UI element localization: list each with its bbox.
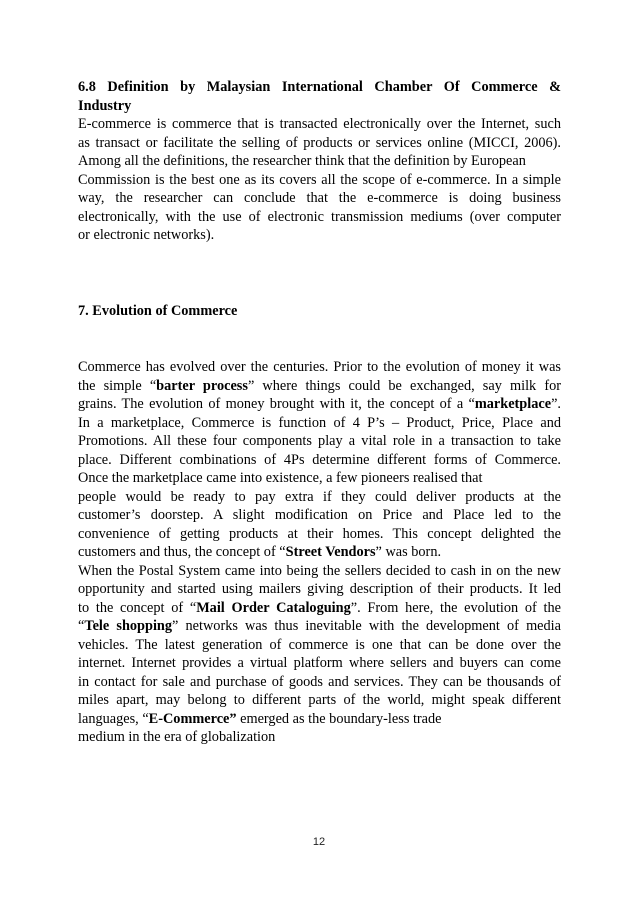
section-6-8-line: as transact or facilitate the selling of products or services online (MICCI, 2006). bbox=[78, 134, 561, 151]
section-6-8-line: Commission is the best one as its covers all the scope of e-commerce. In a simple bbox=[78, 171, 561, 188]
term-marketplace: marketplace bbox=[474, 396, 552, 412]
spacer bbox=[78, 320, 561, 358]
body-line: Promotions. All these four components play a vital role in a transaction to take bbox=[78, 433, 561, 449]
term-e-commerce: E-Commerce” bbox=[148, 710, 237, 727]
term-barter-process: barter process bbox=[156, 377, 248, 394]
body-line: to the concept of “Mail Order Cataloguing”. From here, the evolution of the bbox=[78, 599, 561, 616]
body-line: people would be ready to pay extra if they could deliver products at the bbox=[78, 488, 561, 505]
body-line: Commerce has evolved over the centuries. Prior to the evolution of money it was bbox=[78, 359, 561, 375]
body-line: In a marketplace, Commerce is function of 4 P’s – Product, Price, Place and bbox=[78, 414, 561, 431]
section-6-8-line: or electronic networks). bbox=[78, 227, 215, 243]
body-line: convenience of getting products at their homes. This concept delighted the bbox=[78, 525, 561, 542]
section-6-8-line: E-commerce is commerce that is transacted electronically over the Internet, such bbox=[78, 116, 561, 132]
page-number: 12 bbox=[312, 836, 326, 848]
body-line: in contact for sale and purchase of goods and services. They can be thousands of bbox=[78, 673, 561, 690]
section-6-8-line: way, the researcher can conclude that the e-commerce is doing business bbox=[78, 190, 561, 206]
section-6-8-heading-line-2: Industry bbox=[78, 97, 132, 114]
body-line: “Tele shopping” networks was thus inevitable with the development of media bbox=[78, 618, 561, 634]
spacer bbox=[78, 245, 561, 302]
body-line: the simple “barter process” where things could be exchanged, say milk for bbox=[78, 377, 561, 394]
body-line: customer’s doorstep. A slight modification on Price and Place led to the bbox=[78, 507, 561, 523]
body-line: place. Different combinations of 4Ps determine different forms of Commerce. bbox=[78, 451, 561, 468]
term-mail-order-cataloguing: Mail Order Cataloguing bbox=[196, 599, 351, 616]
body-line: miles apart, may belong to different parts of the world, might speak different bbox=[78, 692, 561, 708]
body-line: languages, “E-Commerce” emerged as the boundary-less trade bbox=[78, 710, 442, 727]
section-6-8-line: electronically, with the use of electronic transmission mediums (over computer bbox=[78, 208, 561, 225]
term-street-vendors: Street Vendors bbox=[285, 544, 376, 560]
body-line: vehicles. The latest generation of commerce is one that can be done over the bbox=[78, 636, 561, 653]
section-7-heading: 7. Evolution of Commerce bbox=[78, 302, 238, 319]
body-line: When the Postal System came into being the sellers decided to cash in on the new bbox=[78, 562, 561, 579]
term-tele-shopping: Tele shopping bbox=[84, 618, 173, 634]
body-line: Once the marketplace came into existence, a few pioneers realised that bbox=[78, 470, 483, 486]
body-line: opportunity and started using mailers giving description of their products. It led bbox=[78, 581, 561, 597]
section-6-8-heading-line-1: 6.8 Definition by Malaysian International Chamber Of Commerce & bbox=[78, 79, 561, 95]
page-content bbox=[78, 78, 561, 747]
section-6-8-line: Among all the definitions, the researcher think that the definition by European bbox=[78, 153, 526, 169]
body-line: internet. Internet provides a virtual platform where sellers and buyers can come bbox=[78, 655, 561, 671]
body-line: customers and thus, the concept of “Street Vendors” was born. bbox=[78, 544, 442, 560]
body-line: medium in the era of globalization bbox=[78, 729, 276, 745]
body-line: grains. The evolution of money brought with it, the concept of a “marketplace”. bbox=[78, 396, 561, 412]
